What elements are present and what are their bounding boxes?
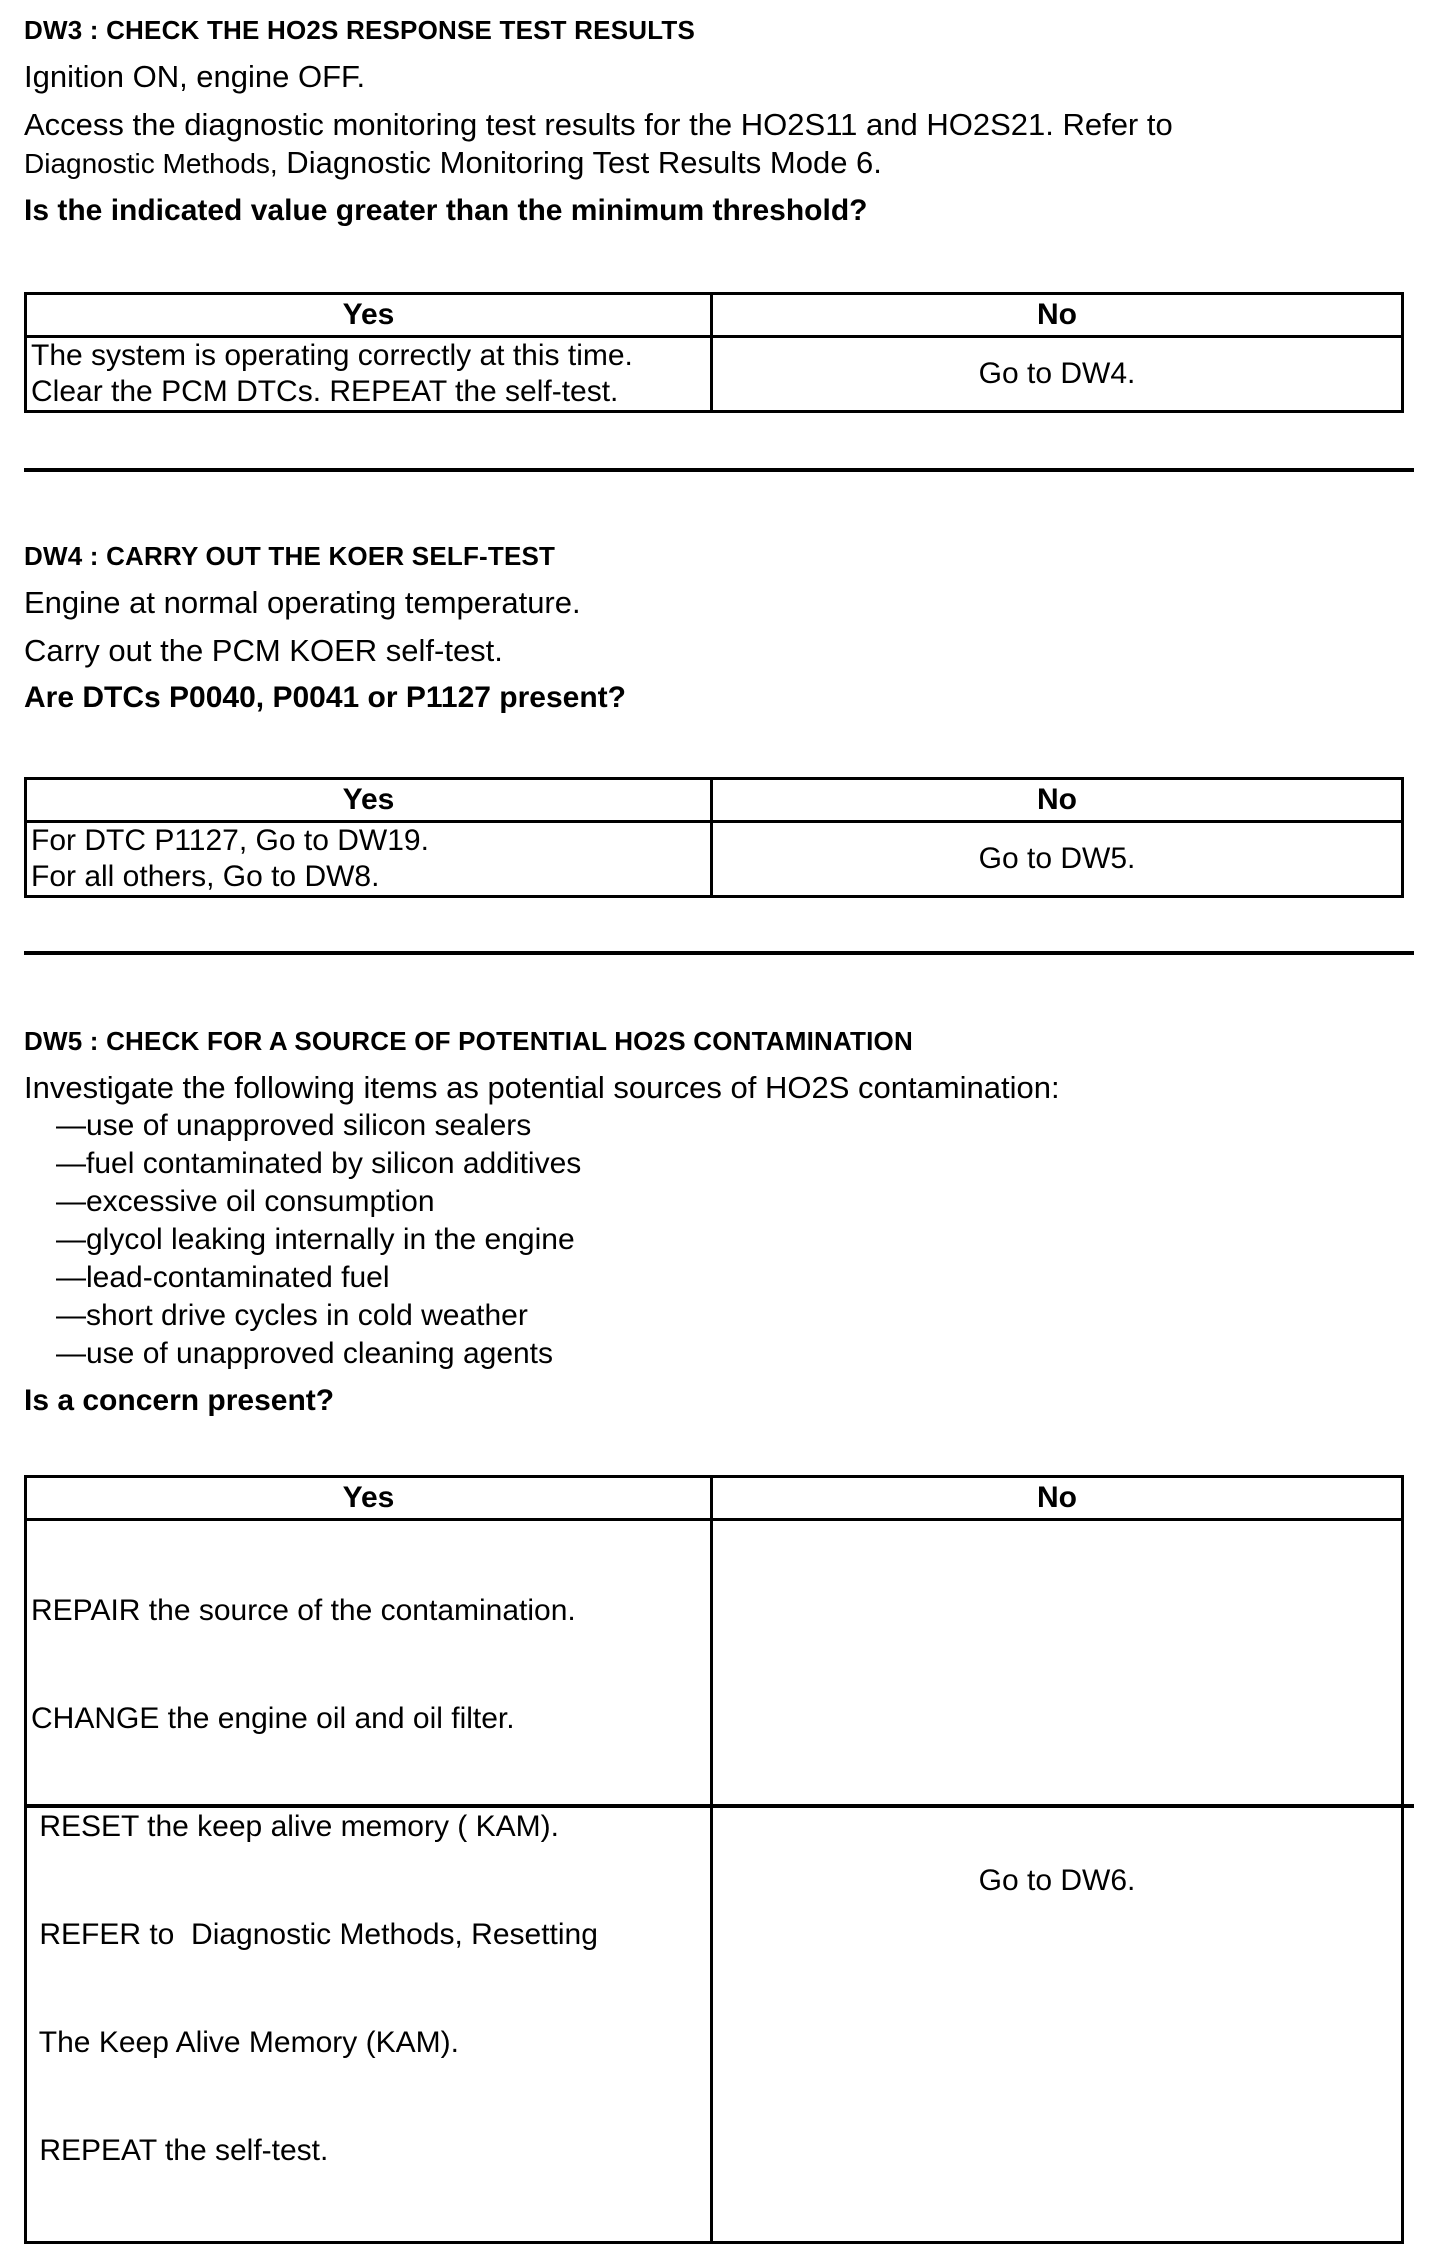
list-item: —excessive oil consumption [56, 1185, 435, 1218]
dw3-no-header: No [712, 294, 1403, 337]
dw5-yes-cell [26, 1520, 712, 2243]
dw4-yes-cell [26, 822, 712, 897]
dw4-no-cell: Go to DW5. [712, 822, 1403, 897]
dw5-yes-line: REPAIR the source of the contamination. [31, 1594, 576, 1627]
section-divider [24, 1804, 1414, 1808]
list-item: —lead-contaminated fuel [56, 1261, 390, 1294]
dw3-question: Is the indicated value greater than the minimum threshold? [24, 194, 868, 227]
dw3-line-1: Ignition ON, engine OFF. [24, 59, 366, 94]
dw5-yes-line: RESET the keep alive memory ( KAM). [31, 1810, 559, 1843]
dw5-contamination-list [24, 1107, 1414, 1373]
dw3-result-table [24, 292, 1404, 413]
dw5-yes-header: Yes [26, 1477, 712, 1520]
list-item: —use of unapproved cleaning agents [56, 1337, 554, 1370]
dw4-yes-header: Yes [26, 779, 712, 822]
dw3-line-3-ref: Diagnostic Methods, [24, 148, 278, 179]
dw5-no-cell: Go to DW6. [712, 1520, 1403, 2243]
dw4-yes-line: For all others, Go to DW8. [31, 860, 380, 893]
list-item: —short drive cycles in cold weather [56, 1299, 528, 1332]
dw5-no-header: No [712, 1477, 1403, 1520]
list-item: —glycol leaking internally in the engine [56, 1223, 575, 1256]
dw5-yes-line: CHANGE the engine oil and oil filter. [31, 1702, 515, 1735]
section-divider [24, 468, 1414, 472]
dw4-section [24, 540, 1414, 716]
dw3-section [24, 14, 1414, 229]
dw3-title: DW3 : CHECK THE HO2S RESPONSE TEST RESULTS [24, 15, 695, 45]
list-item: —fuel contaminated by silicon additives [56, 1147, 582, 1180]
dw4-line-1: Engine at normal operating temperature. [24, 585, 581, 620]
dw3-yes-line: The system is operating correctly at this time. [31, 339, 633, 372]
dw3-line-3-rest: Diagnostic Monitoring Test Results Mode 6. [277, 145, 882, 180]
dw4-title: DW4 : CARRY OUT THE KOER SELF-TEST [24, 541, 556, 571]
dw5-question: Is a concern present? [24, 1384, 335, 1417]
list-item: —use of unapproved silicon sealers [56, 1109, 532, 1142]
dw3-yes-line: Clear the PCM DTCs. REPEAT the self-test. [31, 375, 619, 408]
dw5-intro: Investigate the following items as potential sources of HO2S contamination: [24, 1070, 1060, 1105]
dw4-yes-line: For DTC P1127, Go to DW19. [31, 824, 429, 857]
dw3-yes-cell [26, 337, 712, 412]
section-divider [24, 951, 1414, 955]
dw4-no-header: No [712, 779, 1403, 822]
dw3-line-3 [24, 144, 1414, 183]
dw5-yes-line: REPEAT the self-test. [31, 2134, 329, 2167]
dw5-title: DW5 : CHECK FOR A SOURCE OF POTENTIAL HO2S CONTAMINATION [24, 1026, 913, 1056]
dw3-yes-header: Yes [26, 294, 712, 337]
dw4-line-2: Carry out the PCM KOER self-test. [24, 633, 503, 668]
dw5-result-table [24, 1475, 1404, 2244]
dw5-yes-line: The Keep Alive Memory (KAM). [31, 2026, 459, 2059]
dw5-yes-line: REFER to Diagnostic Methods, Resetting [31, 1918, 598, 1951]
dw4-question: Are DTCs P0040, P0041 or P1127 present? [24, 681, 626, 714]
dw5-section [24, 1025, 1414, 1419]
dw3-no-cell: Go to DW4. [712, 337, 1403, 412]
dw3-line-2: Access the diagnostic monitoring test results for the HO2S11 and HO2S21. Refer to [24, 107, 1173, 142]
dw4-result-table [24, 777, 1404, 898]
